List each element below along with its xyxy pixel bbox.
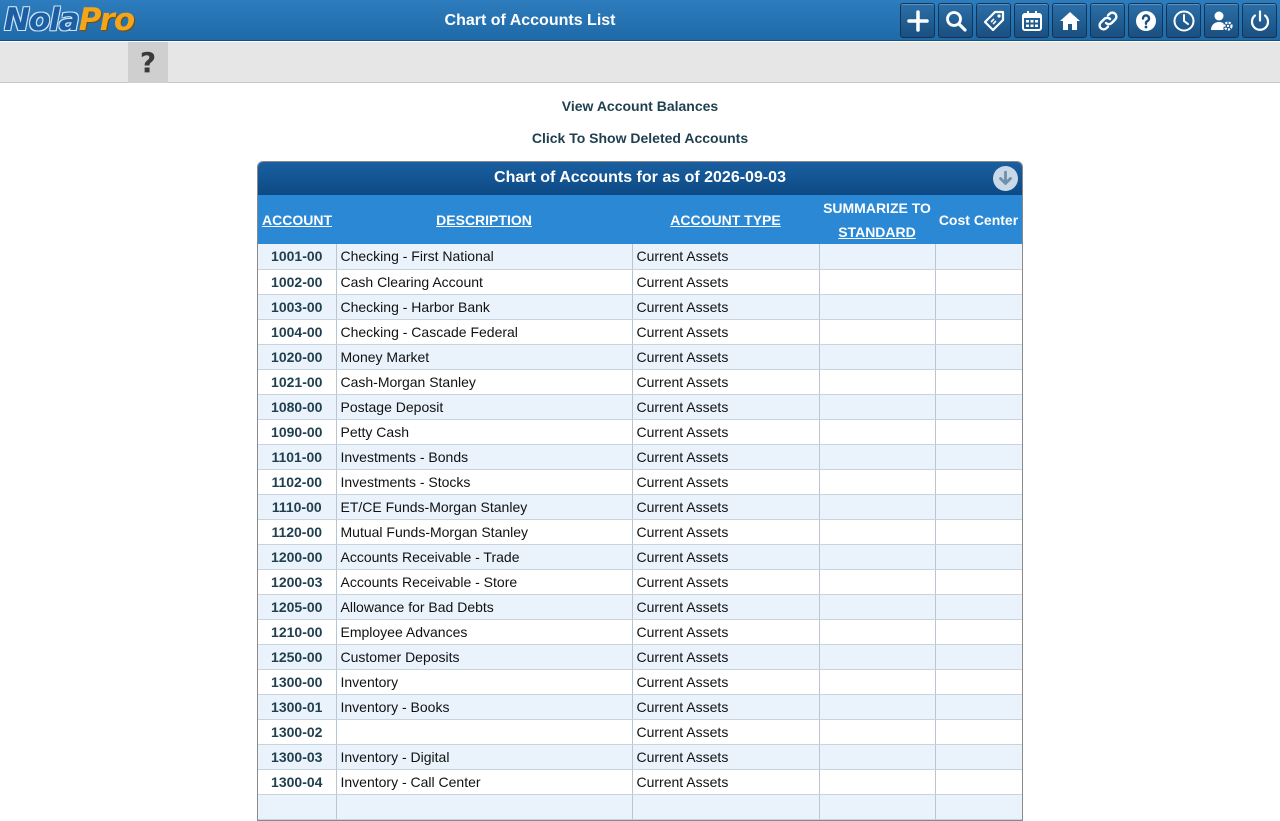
- account-type: Current Assets: [632, 644, 819, 669]
- tag-button[interactable]: [976, 3, 1011, 38]
- summarize-to-cell: [819, 494, 935, 519]
- user-settings-icon: [1210, 9, 1234, 33]
- account-number-link[interactable]: 1300-00: [258, 669, 336, 694]
- show-deleted-accounts-link[interactable]: Click To Show Deleted Accounts: [531, 130, 749, 146]
- table-row: [258, 269, 1022, 294]
- search-button[interactable]: [938, 3, 973, 38]
- summarize-to-cell: [819, 469, 935, 494]
- account-number-link[interactable]: 1300-04: [258, 769, 336, 794]
- cost-center-cell: [935, 344, 1022, 369]
- account-description: Employee Advances: [336, 619, 632, 644]
- summarize-to-cell: [819, 344, 935, 369]
- account-number-link[interactable]: 1004-00: [258, 319, 336, 344]
- column-header-summarize-to-standard[interactable]: SUMMARIZE TO STANDARD: [819, 195, 935, 244]
- account-number-link[interactable]: 1200-00: [258, 544, 336, 569]
- table-row: [258, 794, 1022, 819]
- summarize-to-cell: [819, 369, 935, 394]
- summarize-to-cell: [819, 294, 935, 319]
- summarize-to-cell: [819, 744, 935, 769]
- account-type: Current Assets: [632, 394, 819, 419]
- home-icon: [1058, 9, 1082, 33]
- table-title: [258, 162, 1022, 195]
- user-settings-button[interactable]: [1204, 3, 1239, 38]
- view-account-balances-row: [0, 98, 1280, 114]
- table-row: [258, 244, 1022, 269]
- account-type: Current Assets: [632, 769, 819, 794]
- table-row: [258, 544, 1022, 569]
- account-description: Inventory - Books: [336, 694, 632, 719]
- table-row: [258, 394, 1022, 419]
- column-header-description[interactable]: DESCRIPTION: [336, 195, 632, 244]
- account-number-link[interactable]: 1102-00: [258, 469, 336, 494]
- table-title-text: Chart of Accounts for as of 2026-09-03: [494, 169, 786, 186]
- cost-center-cell: [935, 619, 1022, 644]
- view-account-balances-link[interactable]: View Account Balances: [561, 98, 719, 114]
- cost-center-cell: [935, 694, 1022, 719]
- account-description: Investments - Stocks: [336, 469, 632, 494]
- cost-center-cell: [935, 494, 1022, 519]
- account-type: Current Assets: [632, 669, 819, 694]
- cost-center-cell: [935, 294, 1022, 319]
- summarize-to-cell: [819, 419, 935, 444]
- summarize-to-cell: [819, 544, 935, 569]
- table-row: [258, 594, 1022, 619]
- account-description: [336, 719, 632, 744]
- account-description: Checking - Cascade Federal: [336, 319, 632, 344]
- account-description: [336, 794, 632, 819]
- search-icon: [944, 9, 968, 33]
- cost-center-cell: [935, 569, 1022, 594]
- cost-center-cell: [935, 319, 1022, 344]
- account-type: [632, 794, 819, 819]
- cost-center-cell: [935, 394, 1022, 419]
- summarize-to-cell: [819, 719, 935, 744]
- arrow-down-icon: [997, 170, 1014, 187]
- logout-button[interactable]: [1242, 3, 1277, 38]
- time-tracking-button[interactable]: [1166, 3, 1201, 38]
- account-number-link[interactable]: 1205-00: [258, 594, 336, 619]
- account-description: Inventory: [336, 669, 632, 694]
- cost-center-cell: [935, 769, 1022, 794]
- tag-icon: [982, 9, 1006, 33]
- summarize-to-cell: [819, 694, 935, 719]
- account-number-link[interactable]: 1003-00: [258, 294, 336, 319]
- account-number-link[interactable]: [258, 794, 336, 819]
- account-number-link[interactable]: 1080-00: [258, 394, 336, 419]
- export-down-button[interactable]: [993, 166, 1018, 191]
- table-row: [258, 769, 1022, 794]
- summarize-to-cell: [819, 394, 935, 419]
- top-bar: [0, 0, 1280, 41]
- account-description: Postage Deposit: [336, 394, 632, 419]
- account-type: Current Assets: [632, 594, 819, 619]
- table-row: [258, 719, 1022, 744]
- account-number-link[interactable]: 1020-00: [258, 344, 336, 369]
- home-button[interactable]: [1052, 3, 1087, 38]
- calendar-button[interactable]: [1014, 3, 1049, 38]
- page-help-button[interactable]: ?: [128, 42, 168, 83]
- account-description: Checking - Harbor Bank: [336, 294, 632, 319]
- sub-bar: [0, 42, 1280, 83]
- table-row: [258, 619, 1022, 644]
- table-row: [258, 344, 1022, 369]
- help-button[interactable]: [1128, 3, 1163, 38]
- page-title: Chart of Accounts List: [444, 12, 616, 29]
- cost-center-cell: [935, 744, 1022, 769]
- account-description: Inventory - Call Center: [336, 769, 632, 794]
- table-row: [258, 294, 1022, 319]
- table-row: [258, 494, 1022, 519]
- summarize-to-cell: [819, 244, 935, 269]
- account-type: Current Assets: [632, 294, 819, 319]
- table-row: [258, 669, 1022, 694]
- cost-center-cell: [935, 269, 1022, 294]
- account-type: Current Assets: [632, 519, 819, 544]
- cost-center-cell: [935, 419, 1022, 444]
- account-type: Current Assets: [632, 344, 819, 369]
- cost-center-cell: [935, 369, 1022, 394]
- summarize-to-cell: [819, 769, 935, 794]
- summarize-to-cell: [819, 594, 935, 619]
- accounts-table-body: [258, 244, 1022, 819]
- table-row: [258, 319, 1022, 344]
- cost-center-cell: [935, 544, 1022, 569]
- account-description: Accounts Receivable - Trade: [336, 544, 632, 569]
- account-type: Current Assets: [632, 419, 819, 444]
- account-number-link[interactable]: 1200-03: [258, 569, 336, 594]
- table-row: [258, 744, 1022, 769]
- account-number-link[interactable]: 1300-03: [258, 744, 336, 769]
- cost-center-cell: [935, 519, 1022, 544]
- cost-center-cell: [935, 594, 1022, 619]
- account-type: Current Assets: [632, 569, 819, 594]
- summarize-to-cell: [819, 519, 935, 544]
- toolbar: [900, 3, 1277, 38]
- account-type: Current Assets: [632, 494, 819, 519]
- column-header-cost-center: Cost Center: [935, 195, 1022, 244]
- link-button[interactable]: [1090, 3, 1125, 38]
- account-description: ET/CE Funds-Morgan Stanley: [336, 494, 632, 519]
- account-type: Current Assets: [632, 719, 819, 744]
- help-icon: [1134, 9, 1158, 33]
- clock-icon: [1172, 9, 1196, 33]
- cost-center-cell: [935, 719, 1022, 744]
- account-number-link[interactable]: 1002-00: [258, 269, 336, 294]
- cost-center-cell: [935, 669, 1022, 694]
- account-type: Current Assets: [632, 619, 819, 644]
- account-description: Cash Clearing Account: [336, 269, 632, 294]
- cost-center-cell: [935, 469, 1022, 494]
- account-number-link[interactable]: 1210-00: [258, 619, 336, 644]
- account-description: Accounts Receivable - Store: [336, 569, 632, 594]
- account-number-link[interactable]: 1001-00: [258, 244, 336, 269]
- cost-center-cell: [935, 244, 1022, 269]
- account-type: Current Assets: [632, 694, 819, 719]
- table-row: [258, 694, 1022, 719]
- accounts-table: [258, 195, 1022, 820]
- account-number-link[interactable]: 1090-00: [258, 419, 336, 444]
- account-description: Inventory - Digital: [336, 744, 632, 769]
- table-row: [258, 419, 1022, 444]
- account-description: Petty Cash: [336, 419, 632, 444]
- account-description: Cash-Morgan Stanley: [336, 369, 632, 394]
- column-header-account-type[interactable]: ACCOUNT TYPE: [632, 195, 819, 244]
- power-icon: [1248, 9, 1272, 33]
- link-icon: [1096, 9, 1120, 33]
- account-description: Investments - Bonds: [336, 444, 632, 469]
- account-number-link[interactable]: 1300-01: [258, 694, 336, 719]
- accounts-panel: [257, 161, 1023, 821]
- account-description: Money Market: [336, 344, 632, 369]
- table-header-row: [258, 195, 1022, 244]
- account-number-link[interactable]: 1110-00: [258, 494, 336, 519]
- summarize-to-cell: [819, 319, 935, 344]
- account-description: Checking - First National: [336, 244, 632, 269]
- table-row: [258, 444, 1022, 469]
- account-number-link[interactable]: 1300-02: [258, 719, 336, 744]
- account-description: Mutual Funds-Morgan Stanley: [336, 519, 632, 544]
- column-header-account[interactable]: ACCOUNT: [258, 195, 336, 244]
- calendar-icon: [1020, 9, 1044, 33]
- account-description: Allowance for Bad Debts: [336, 594, 632, 619]
- account-type: Current Assets: [632, 369, 819, 394]
- account-type: Current Assets: [632, 744, 819, 769]
- account-type: Current Assets: [632, 269, 819, 294]
- summarize-to-cell: [819, 644, 935, 669]
- table-row: [258, 569, 1022, 594]
- account-number-link[interactable]: 1021-00: [258, 369, 336, 394]
- table-row: [258, 644, 1022, 669]
- account-type: Current Assets: [632, 244, 819, 269]
- cost-center-cell: [935, 644, 1022, 669]
- account-number-link[interactable]: 1101-00: [258, 444, 336, 469]
- show-deleted-accounts-row: [0, 130, 1280, 146]
- account-type: Current Assets: [632, 319, 819, 344]
- table-row: [258, 369, 1022, 394]
- summarize-to-cell: [819, 444, 935, 469]
- summarize-to-cell: [819, 669, 935, 694]
- cost-center-cell: [935, 794, 1022, 819]
- summarize-to-cell: [819, 569, 935, 594]
- account-number-link[interactable]: 1250-00: [258, 644, 336, 669]
- account-description: Customer Deposits: [336, 644, 632, 669]
- nolapro-logo[interactable]: NolaPro: [4, 2, 135, 38]
- add-button[interactable]: [900, 3, 935, 38]
- account-type: Current Assets: [632, 544, 819, 569]
- table-row: [258, 519, 1022, 544]
- summarize-to-cell: [819, 794, 935, 819]
- account-type: Current Assets: [632, 469, 819, 494]
- summarize-to-cell: [819, 619, 935, 644]
- cost-center-cell: [935, 444, 1022, 469]
- table-row: [258, 469, 1022, 494]
- account-type: Current Assets: [632, 444, 819, 469]
- summarize-to-cell: [819, 269, 935, 294]
- plus-icon: [906, 9, 930, 33]
- account-number-link[interactable]: 1120-00: [258, 519, 336, 544]
